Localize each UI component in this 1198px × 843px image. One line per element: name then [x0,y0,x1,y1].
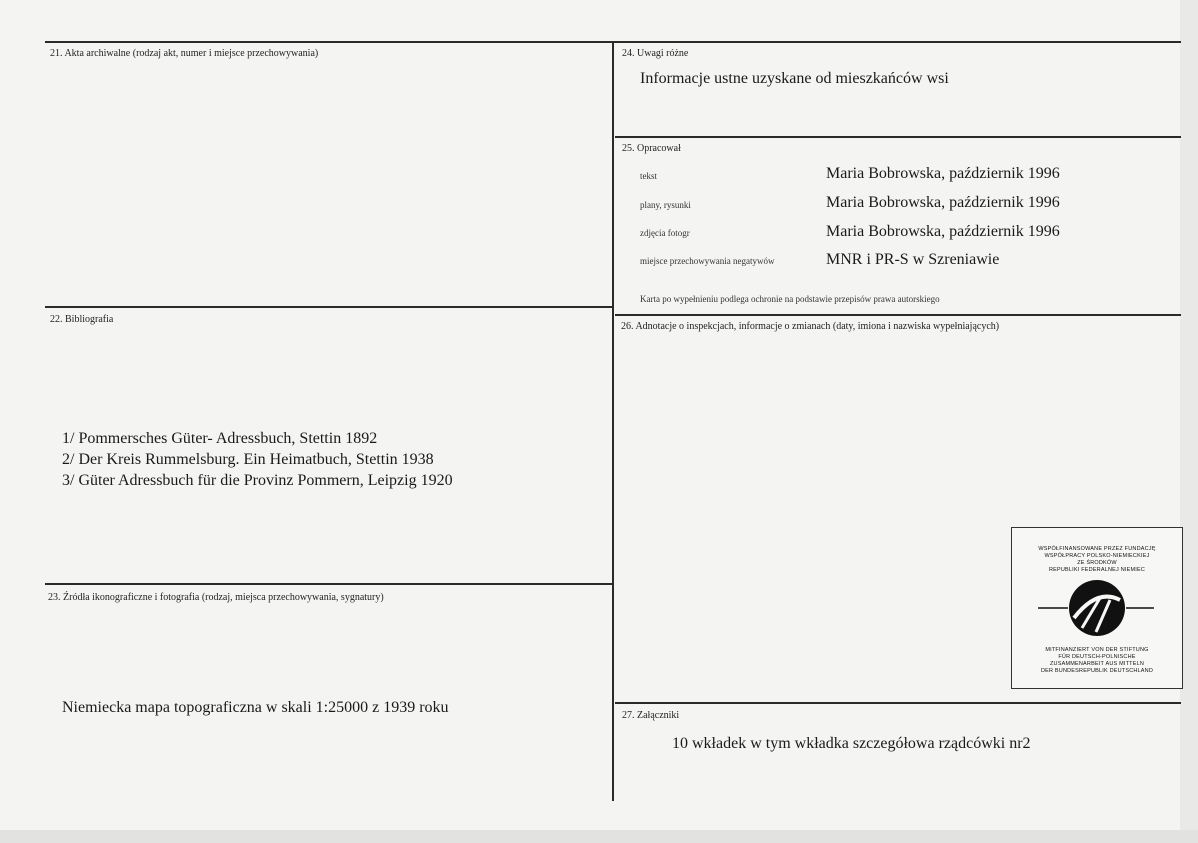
section-23-label: 23. Źródła ikonograficzne i fotografia (rodzaj, miejsca przechowywania, sygnatury) [48,592,384,603]
section-22-label: 22. Bibliografia [50,314,114,325]
rule-s21-bottom [45,306,614,308]
sponsor-text-pl-3: ZE ŚRODKÓW [1077,560,1117,566]
rule-top-right [615,41,1181,43]
sponsor-text-de-3: ZUSAMMENARBEIT AUS MITTELN [1049,661,1145,667]
author-row-value: MNR i PR-S w Szreniawie [826,251,1000,268]
rule-center-vertical [612,41,614,801]
section-21-label: 21. Akta archiwalne (rodzaj akt, numer i miejsce przechowywania) [50,48,319,59]
rule-s25-bottom [615,314,1181,316]
bibliography-list [62,428,453,491]
section-24-value: Informacje ustne uzyskane od mieszkańców wsi [640,70,949,87]
scan-bottom-edge [0,830,1198,843]
sponsor-stamp [1011,527,1183,689]
section-27-label: 27. Załączniki [622,710,680,721]
author-row-label: miejsce przechowywania negatywów [640,256,775,266]
section-24-label: 24. Uwagi różne [622,48,689,59]
section-27-value: 10 wkładek w tym wkładka szczegółowa rządcówki nr2 [672,735,1031,752]
section-23-value: Niemiecka mapa topograficzna w skali 1:25000 z 1939 roku [62,699,449,716]
foundation-logo-icon [1012,578,1182,648]
sponsor-text-de-2: FÜR DEUTSCH-POLNISCHE [1058,654,1136,660]
bibliography-item: 1/ Pommersches Güter- Adressbuch, Stettin 1892 [62,430,378,447]
author-row-label: plany, rysunki [640,200,691,210]
author-row-label: zdjęcia fotogr [640,228,690,238]
author-row-value: Maria Bobrowska, październik 1996 [826,194,1060,211]
bibliography-item: 3/ Güter Adressbuch für die Provinz Pommern, Leipzig 1920 [62,472,453,489]
rule-s27-top [615,702,1181,704]
sponsor-text-pl-2: WSPÓŁPRACY POLSKO-NIEMIECKIEJ [1044,553,1150,559]
sponsor-text-pl-4: REPUBLIKI FEDERALNEJ NIEMIEC [1048,567,1146,573]
bibliography-item: 2/ Der Kreis Rummelsburg. Ein Heimatbuch, Stettin 1938 [62,451,434,468]
sponsor-text-pl-1: WSPÓŁFINANSOWANE PRZEZ FUNDACJĘ [1038,546,1156,552]
sponsor-text-de-1: MITFINANZIERT VON DER STIFTUNG [1045,647,1149,653]
rule-top-left [45,41,615,43]
rule-s23-top [45,583,614,585]
sponsor-text-de-4: DER BUNDESREPUBLIK DEUTSCHLAND [1040,668,1154,674]
section-26-label: 26. Adnotacje o inspekcjach, informacje o zmianach (daty, imiona i nazwiska wypełniających) [621,321,1000,332]
scan-right-edge [1180,0,1198,843]
author-row-value: Maria Bobrowska, październik 1996 [826,165,1060,182]
copyright-note: Karta po wypełnieniu podlega ochronie na podstawie przepisów prawa autorskiego [640,294,940,304]
author-row-label: tekst [640,171,657,181]
author-row-value: Maria Bobrowska, październik 1996 [826,223,1060,240]
rule-s24-bottom [615,136,1181,138]
section-25-label: 25. Opracował [622,143,681,154]
